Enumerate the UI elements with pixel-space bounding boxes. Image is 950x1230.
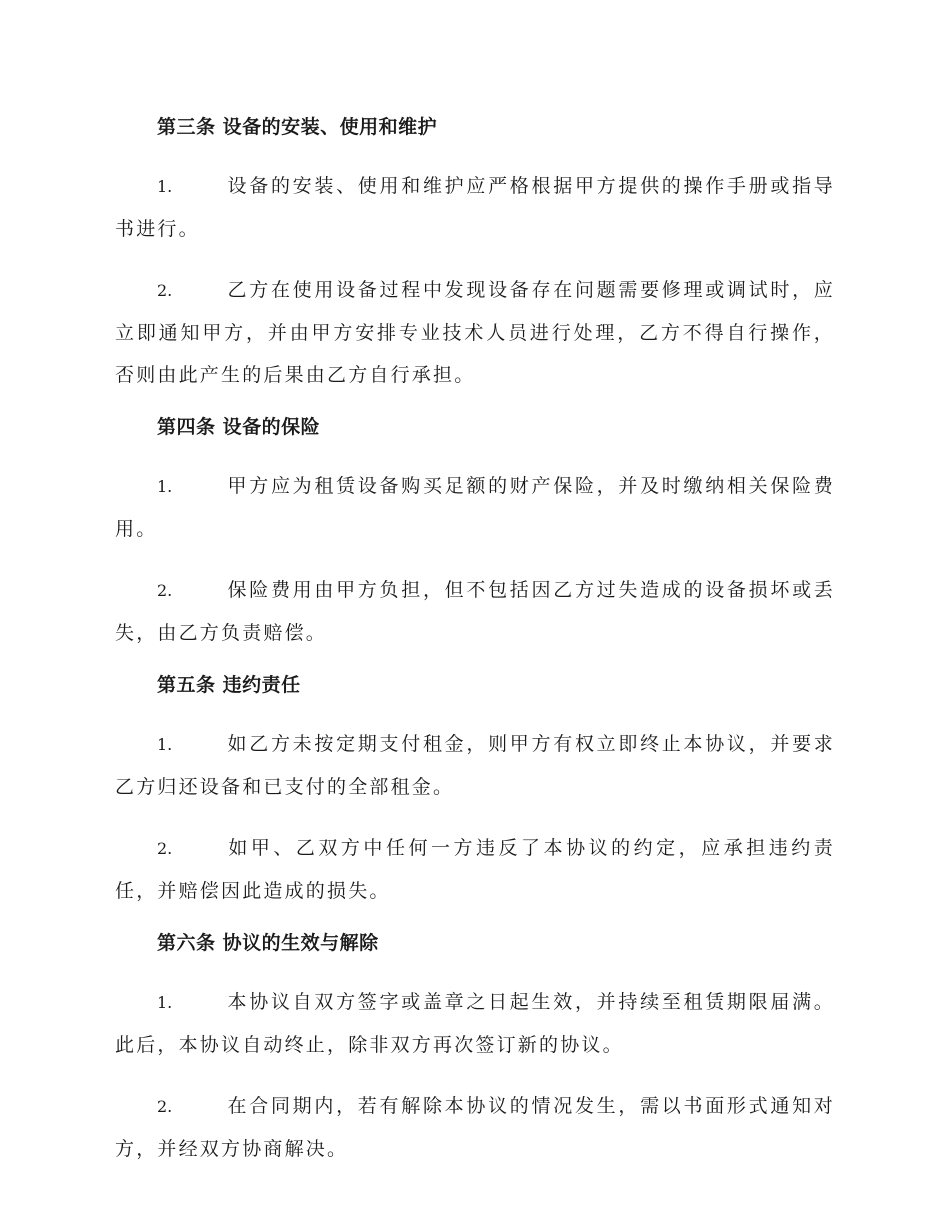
section-heading: 第三条 设备的安装、使用和维护 bbox=[157, 116, 438, 138]
section-heading: 第四条 设备的保险 bbox=[157, 416, 321, 438]
section-heading: 第六条 协议的生效与解除 bbox=[157, 932, 379, 954]
clause-text: 如甲、乙双方中任何一方违反了本协议的约定，应承担违约责任，并赔偿因此造成的损失。 bbox=[115, 837, 835, 902]
clause-number: 1. bbox=[157, 735, 173, 754]
clause-number: 2. bbox=[157, 1097, 173, 1116]
document-page bbox=[115, 108, 835, 1182]
clause-text: 如乙方未按定期支付租金，则甲方有权立即终止本协议，并要求乙方归还设备和已支付的全部租金。 bbox=[115, 733, 835, 798]
clause-text: 在合同期内，若有解除本协议的情况发生，需以书面形式通知对方，并经双方协商解决。 bbox=[115, 1095, 835, 1160]
clause-item bbox=[115, 165, 835, 250]
clause-text: 甲方应为租赁设备购买足额的财产保险，并及时缴纳相关保险费用。 bbox=[115, 475, 835, 540]
section-article-4 bbox=[115, 408, 835, 654]
clause-item bbox=[115, 1085, 835, 1170]
section-heading: 第五条 违约责任 bbox=[157, 674, 301, 696]
clause-text: 本协议自双方签字或盖章之日起生效，并持续至租赁期限届满。此后，本协议自动终止，除非双方再次签订新的协议。 bbox=[115, 991, 835, 1056]
clause-item bbox=[115, 569, 835, 654]
clause-item bbox=[115, 981, 835, 1066]
section-article-6 bbox=[115, 924, 835, 1170]
clause-item bbox=[115, 827, 835, 912]
section-article-3 bbox=[115, 108, 835, 396]
clause-number: 1. bbox=[157, 993, 173, 1012]
clause-item bbox=[115, 269, 835, 396]
clause-number: 1. bbox=[157, 477, 173, 496]
clause-number: 2. bbox=[157, 581, 173, 600]
clause-text: 乙方在使用设备过程中发现设备存在问题需要修理或调试时，应立即通知甲方，并由甲方安排专业技术人员进行处理，乙方不得自行操作，否则由此产生的后果由乙方自行承担。 bbox=[115, 279, 835, 386]
clause-item bbox=[115, 723, 835, 808]
section-article-5 bbox=[115, 666, 835, 912]
clause-item bbox=[115, 465, 835, 550]
clause-number: 2. bbox=[157, 281, 173, 300]
clause-number: 2. bbox=[157, 839, 173, 858]
clause-text: 保险费用由甲方负担，但不包括因乙方过失造成的设备损坏或丢失，由乙方负责赔偿。 bbox=[115, 579, 835, 644]
clause-text: 设备的安装、使用和维护应严格根据甲方提供的操作手册或指导书进行。 bbox=[115, 175, 835, 240]
clause-number: 1. bbox=[157, 177, 173, 196]
